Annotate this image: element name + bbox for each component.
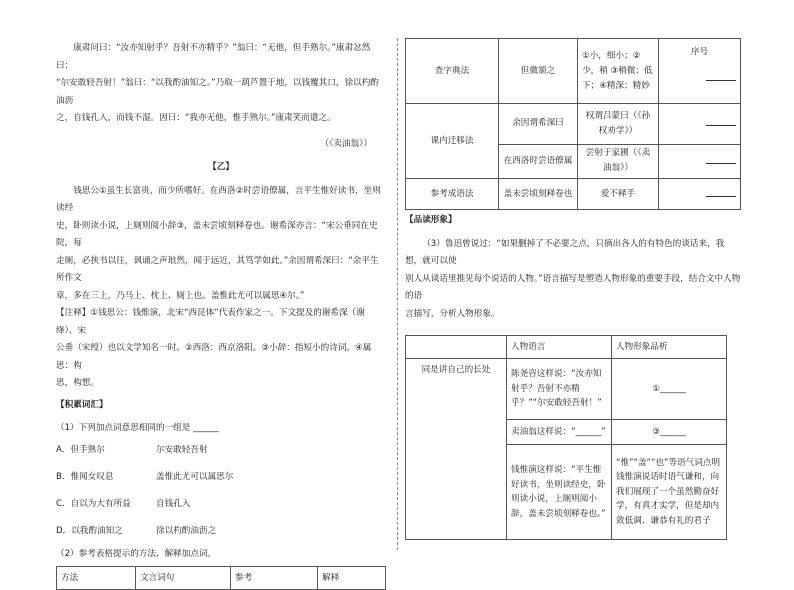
question-1: （1）下列加点词意思相同的一组是 ______ <box>56 423 219 433</box>
table-header-cell: 解释 <box>318 567 386 590</box>
passage-line: 走厕，必挟书以往，讽诵之声琅然，闻于远近，其笃学如此。”余因谓希深曰：“余平生所作文 <box>56 255 379 283</box>
table-cell: 查字典法 <box>406 39 499 104</box>
table-cell: ①小，细小；②少，稍 ③稍微；低下；④精深；精妙 <box>578 39 659 104</box>
note-line: 【注释】①钱思公：钱惟演，北宋“西昆体”代表作家之一。下文提及的谢希深（谢绛）、宋 <box>56 308 365 336</box>
answer-blank[interactable]: ①______ <box>612 359 727 420</box>
table-cell: 同是讲自己的长处 <box>406 359 507 540</box>
method-table-header <box>56 566 386 590</box>
option-pair: 徐以杓酌油沥之 <box>156 526 217 537</box>
option-pair: 尔安敢轻吾射 <box>156 445 208 456</box>
character-table <box>405 335 727 540</box>
table-row <box>406 359 727 420</box>
section-title-vocab: 【积累词汇】 <box>56 399 108 410</box>
table-header-cell: 方法 <box>57 567 136 590</box>
table-header-cell: 人物语言 <box>507 336 612 359</box>
note-line: 公垂（宋绶）也以文学知名一时。②西洛：西京洛阳。③小辞：指短小的诗词。④属思：构 <box>56 343 372 371</box>
option-b[interactable] <box>56 465 386 492</box>
option-pair: 自钱孔入 <box>156 499 191 510</box>
table-cell-title: 序号 <box>690 47 709 57</box>
right-column <box>405 38 741 540</box>
method-table <box>405 38 741 210</box>
question-3-line: 言描写，分析人物形象。 <box>405 308 500 319</box>
table-row <box>406 336 727 359</box>
passage-source: （《卖油翁》） <box>320 138 372 149</box>
table-cell: 尝射于家圃（《卖油翁》） <box>578 144 659 178</box>
table-cell: 爱不释手 <box>578 179 659 210</box>
option-label: B．惟闻女叹息 <box>56 472 114 483</box>
passage-line: 史，卧则读小说，上厕则阅小辞③，盖未尝顷刻释卷也。谢希深亦言：“宋公垂同在史院，每 <box>56 220 378 248</box>
note-line: 思，构想。 <box>56 378 99 388</box>
option-d[interactable] <box>56 519 386 546</box>
option-c[interactable] <box>56 492 386 519</box>
table-row <box>406 39 741 104</box>
option-pair: 盖惟此尤可以属思尔 <box>156 472 234 483</box>
question-3-line: 别人从谈话里推见每个说话的人物。”语言描写是塑造人物形象的重要手段，结合文中人物的语 <box>405 273 741 301</box>
answer-blank[interactable]: ③______ <box>612 420 727 445</box>
passage-line: 钱思公①虽生长富贵，而少所嗜好。在西洛②时尝语僚属，言平生惟好读书，坐则读经 <box>56 185 381 213</box>
table-cell: 课内迁移法 <box>406 104 499 179</box>
column-divider <box>397 38 398 550</box>
table-cell: 权谓吕蒙曰（《孙权劝学》） <box>578 104 659 145</box>
answer-blank[interactable] <box>663 70 736 87</box>
option-label: D．以我酌油知之 <box>56 526 123 537</box>
section-title-appreciate: 【品读形象】 <box>405 215 457 225</box>
answer-blank[interactable] <box>659 144 741 178</box>
table-header-cell <box>406 336 507 359</box>
option-label: A．但手熟尔 <box>56 445 105 456</box>
table-cell: “惟”“盖”“也”等语气词点明钱惟演说话时语气谦和，向我们展现了一个虽然勤奋好学，有真才实学，但是却内敛低调、谦恭有礼的君子 <box>612 445 727 540</box>
answer-blank[interactable] <box>659 104 741 145</box>
table-row <box>406 179 741 210</box>
table-cell: 参考成语法 <box>406 179 499 210</box>
table-cell: 在西洛时尝语僚属 <box>499 144 578 178</box>
question-2: （2）参考表格提示的方法，解释加点词。 <box>56 548 217 559</box>
passage-line: “尔安敢轻吾射！”翁曰：“以我酌油知之。”乃取一葫芦置于地，以钱覆其口，徐以杓酌油沥 <box>56 78 379 106</box>
passage-line: 之，自钱孔入，而钱不湿。因曰：“我亦无他，惟手熟尔。”康肃笑而遣之。 <box>56 113 336 123</box>
option-label: C．自以为大有所益 <box>56 499 131 510</box>
section-heading-yi: 【乙】 <box>208 162 234 172</box>
table-row <box>406 104 741 145</box>
table-cell: 余因谓希深曰 <box>499 104 578 145</box>
left-column <box>56 40 386 590</box>
table-cell: 陈尧咨这样说：“汝亦知射乎？吾射不亦精乎？”“尔安敢轻吾射！” <box>507 359 612 420</box>
table-header-cell: 参考 <box>231 567 318 590</box>
table-cell: 但微颔之 <box>499 39 578 104</box>
answer-blank[interactable] <box>659 179 741 210</box>
table-cell: 卖油翁这样说：“______” <box>507 420 612 445</box>
table-header-cell: 人物形象品析 <box>612 336 727 359</box>
table-cell: 钱惟演这样说：“平生惟好读书，坐则读经史，卧则读小说，上厕则阅小辞，盖未尝顷刻释卷也。” <box>507 445 612 540</box>
table-header-cell: 文言词句 <box>136 567 231 590</box>
question-3-line: （3）鲁迅曾说过：“如果删掉了不必要之点，只摘出各人的有特色的谈话来，我想，就可以使 <box>405 238 725 266</box>
table-cell: 盖未尝顷刻释卷也 <box>499 179 578 210</box>
option-a[interactable] <box>56 438 386 465</box>
passage-line: 章，多在三上，乃马上、枕上、厕上也。盖惟此尤可以属思④尔。” <box>56 290 305 301</box>
table-cell <box>659 39 741 104</box>
passage-line: 康肃问曰：“汝亦知射乎？吾射不亦精乎？”翁曰：“无他，但手熟尔。”康肃忿然曰： <box>56 43 371 71</box>
